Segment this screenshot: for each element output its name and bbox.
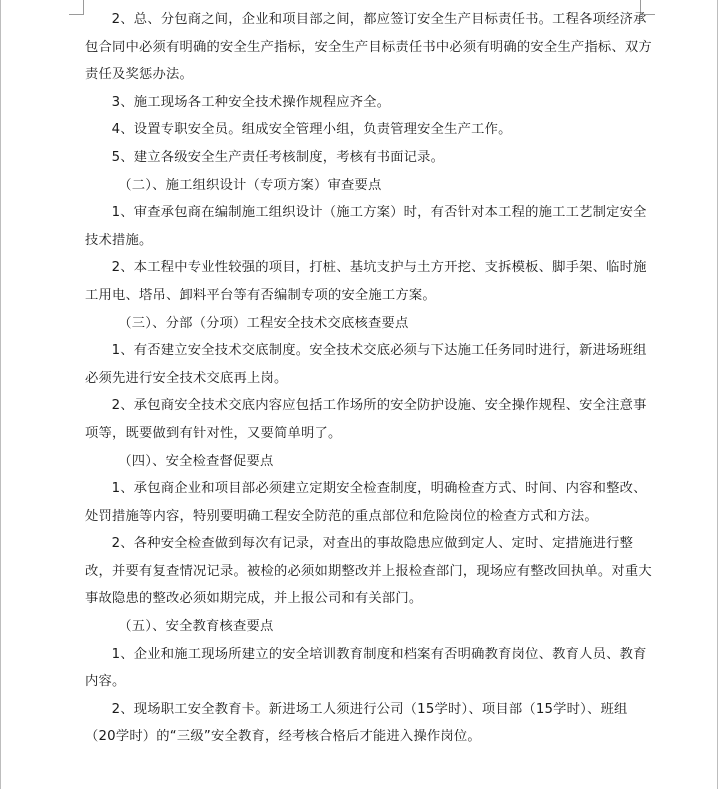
paragraph: 1、审查承包商在编制施工组织设计（施工方案）时，有否针对本工程的施工工艺制定安全技术措施。 [85, 205, 647, 248]
section-heading: （四）、安全检查督促要点 [118, 453, 274, 469]
paragraph: 2、承包商安全技术交底内容应包括工作场所的安全防护设施、安全操作规程、安全注意事项等，既要做到有针对性，又要简单明了。 [85, 398, 647, 441]
section-heading: （三）、分部（分项）工程安全技术交底核查要点 [118, 315, 409, 331]
paragraph: 5、建立各级安全生产责任考核制度，考核有书面记录。 [111, 149, 445, 165]
paragraph: 1、有否建立安全技术交底制度。安全技术交底必须与下达施工任务同时进行，新进场班组必须先进行安全技术交底再上岗。 [85, 343, 647, 386]
paragraph: 1、企业和施工现场所建立的安全培训教育制度和档案有否明确教育岗位、教育人员、教育内容。 [85, 646, 647, 690]
paragraph: 2、现场职工安全教育卡。新进场工人须进行公司（15学时）、项目部（15学时）、班组（20学时）的“三级”安全教育，经考核合格后才能进入操作岗位。 [85, 701, 628, 745]
paragraph: 1、承包商企业和项目部必须建立定期安全检查制度，明确检查方式、时间、内容和整改、处罚措施等内容，特别要明确工程安全防范的重点部位和危险岗位的检查方式和方法。 [85, 481, 647, 524]
margin-corner-mark [69, 0, 84, 15]
paragraph: 2、本工程中专业性较强的项目，打桩、基坑支护与土方开挖、支拆模板、脚手架、临时施工用电、塔吊、卸料平台等有否编制专项的安全施工方案。 [85, 260, 647, 303]
paragraph: 3、施工现场各工种安全技术操作规程应齐全。 [111, 94, 391, 110]
document-body [85, 6, 655, 751]
section-heading: （二）、施工组织设计（专项方案）审查要点 [118, 177, 382, 193]
section-heading: （五）、安全教育核查要点 [118, 619, 274, 635]
paragraph: 2、总、分包商之间，企业和项目部之间，都应签订安全生产目标责任书。工程各项经济承包合同中必须有明确的安全生产指标，安全生产目标责任书中必须有明确的安全生产指标、双方责任及奖惩办法。 [85, 12, 652, 83]
paragraph: 4、设置专职安全员。组成安全管理小组，负责管理安全生产工作。 [111, 122, 512, 138]
paragraph: 2、各种安全检查做到每次有记录，对查出的事故隐患应做到定人、定时、定措施进行整改，并要有复查情况记录。被检的必须如期整改并上报检查部门，现场应有整改回执单。对重大事故隐患的整改必须如期完成，并上报公司和有关部门。 [85, 536, 652, 607]
